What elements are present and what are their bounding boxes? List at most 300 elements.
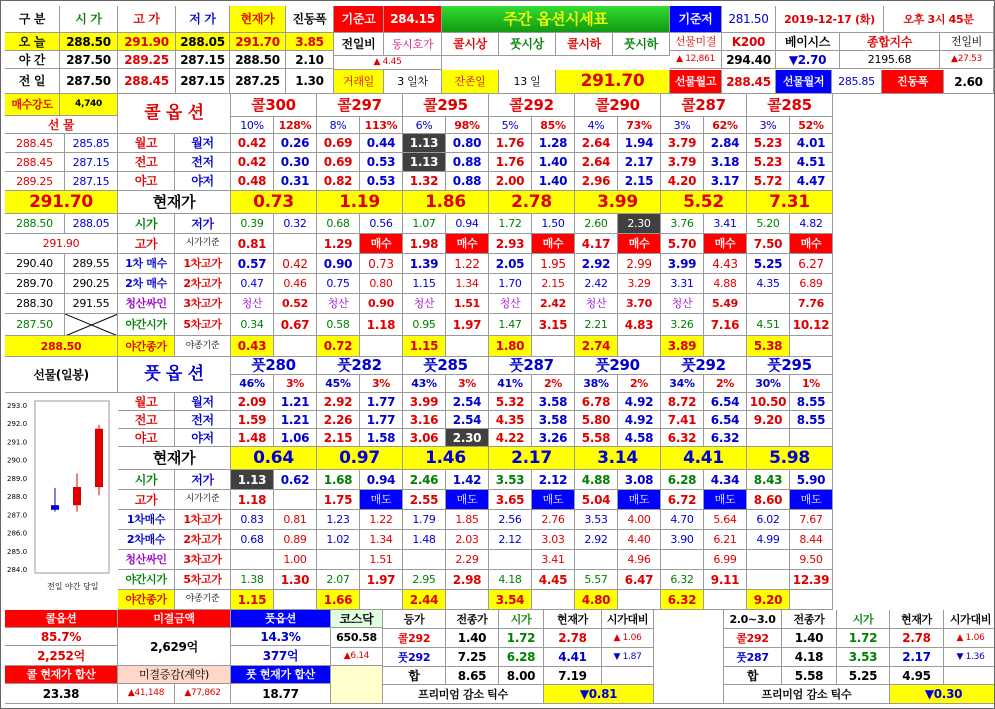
mini-r2-0: 풋287: [724, 648, 782, 667]
time: 오후 3시 45분: [884, 6, 994, 33]
put-option-label: 풋옵션: [231, 610, 331, 628]
unsettled-amount-value: 2,629억: [118, 628, 231, 666]
put-night-high: [747, 429, 790, 447]
put-sum-value: 18.77: [231, 684, 331, 704]
call-prev-high: 1.13: [403, 153, 446, 172]
premium-value: ▼0.30: [890, 685, 995, 704]
swing-value: 2.60: [944, 70, 994, 94]
put-strike-name: 풋282: [317, 357, 403, 375]
mini-r2-4: ▼ 1.36: [944, 648, 995, 667]
premium-label: 프리미엄 감소 틱수: [724, 685, 890, 704]
call-night-close: 0.43: [231, 336, 274, 357]
row-range: 3.85: [286, 33, 334, 51]
call-strike-pct1: 8%: [317, 117, 360, 134]
fut-high: 291.90: [5, 234, 118, 254]
call-current-price: 0.73: [231, 191, 317, 214]
call-upper-label: 콜시상: [442, 33, 499, 56]
put-strike-pct2: 3%: [274, 375, 317, 393]
call-option-pct: 85.7%: [5, 628, 118, 646]
mini-header-2: 시가: [837, 610, 890, 629]
call-month-high: 0.69: [317, 134, 360, 153]
call-current-label: 현재가: [118, 191, 231, 214]
row-high: 288.45: [118, 69, 176, 94]
k200-label: K200: [722, 33, 776, 51]
put-strike-pct1: 34%: [661, 375, 704, 393]
mini-r2-3: 4.41: [544, 648, 602, 667]
call-month-high: 5.23: [747, 134, 790, 153]
chart-ytick: 289.0: [7, 474, 28, 483]
put-night-open: [747, 570, 790, 590]
mini-r1-3: 2.78: [544, 629, 602, 648]
put-night-close-empty: [274, 590, 317, 610]
call-strike-pct2: 98%: [446, 117, 489, 134]
fut-buy2b: 290.25: [65, 274, 118, 294]
put-month-high: 3.99: [403, 393, 446, 411]
index-prev-value: ▲27.53: [940, 51, 994, 69]
call-night-low: 0.31: [274, 172, 317, 191]
crossed-cell: [65, 314, 118, 336]
put-night-close-empty: [618, 590, 661, 610]
put-row-label-a: 전고: [118, 411, 175, 429]
put-night-close: 6.32: [661, 590, 704, 610]
put-strike-pct2: 2%: [704, 375, 747, 393]
put-sum-label: 풋 현재가 합산: [231, 666, 331, 684]
put-clear-empty: [403, 550, 446, 570]
fut-buy1: 290.40: [5, 254, 65, 274]
put-month-high: 2.09: [231, 393, 274, 411]
row-high: 291.90: [118, 33, 176, 51]
put-current-price: 5.98: [747, 447, 833, 470]
call-tier3: 7.76: [790, 294, 833, 314]
put-strike-name: 풋287: [489, 357, 575, 375]
call-prev-high: 3.79: [661, 153, 704, 172]
call-tier5-label: 5차고가: [175, 314, 231, 336]
call-clear: 청산: [231, 294, 274, 314]
call-tier2: 0.46: [274, 274, 317, 294]
put-tier1: 4.00: [618, 510, 661, 530]
put-signal[interactable]: 매도: [360, 490, 403, 510]
call-night-open: 1.47: [489, 314, 532, 336]
put-high: 5.04: [575, 490, 618, 510]
put-tier5: 12.39: [790, 570, 833, 590]
mini-sum-3: 4.95: [890, 667, 944, 685]
call-night-open: 0.58: [317, 314, 360, 336]
call-option-label: 콜옵션: [5, 610, 118, 628]
call-month-low: 0.26: [274, 134, 317, 153]
mini-sum-1: 8.65: [446, 667, 499, 685]
call-prev-low: 3.18: [704, 153, 747, 172]
mini-r1-0: 콜292: [724, 629, 782, 648]
put-signal[interactable]: 매도: [532, 490, 575, 510]
put-prev-low: 3.58: [532, 411, 575, 429]
put-strike-pct1: 45%: [317, 375, 360, 393]
call-row-label-b: 야저: [175, 172, 231, 191]
header-0: 구 분: [5, 6, 60, 33]
mini-r2-0: 풋292: [383, 648, 446, 667]
chart-ytick: 284.0: [7, 566, 28, 574]
put-night-low: 1.06: [274, 429, 317, 447]
row-low: 287.15: [176, 51, 230, 69]
call-month-high: 1.13: [403, 134, 446, 153]
call-clear: 청산: [317, 294, 360, 314]
call-prev-low: 0.53: [360, 153, 403, 172]
call-strike-pct2: 128%: [274, 117, 317, 134]
put-row-label-a: 야고: [118, 429, 175, 447]
put-night-close-label: 야간종가: [118, 590, 175, 610]
base-high-value: 284.15: [384, 6, 442, 33]
put-open-label: 시가: [118, 470, 175, 490]
call-clear: 청산: [403, 294, 446, 314]
put-current-price: 0.97: [317, 447, 403, 470]
call-tier5: 1.97: [446, 314, 489, 336]
put-month-high: 5.32: [489, 393, 532, 411]
call-night-low: 2.15: [618, 172, 661, 191]
unsettled-change-1: ▲41,148: [118, 684, 175, 704]
call-tier3: 2.42: [532, 294, 575, 314]
call-buy2: 3.31: [661, 274, 704, 294]
mini-r2-1: 7.25: [446, 648, 499, 667]
put-night-open: 1.38: [231, 570, 274, 590]
call-night-close-empty: [790, 336, 833, 357]
call-night-high: 5.72: [747, 172, 790, 191]
call-prev-low: 4.51: [790, 153, 833, 172]
put-month-low: 8.55: [790, 393, 833, 411]
call-night-close: 1.80: [489, 336, 532, 357]
put-buy1: 0.83: [231, 510, 274, 530]
fut-clear-b: 291.55: [65, 294, 118, 314]
call-high: 0.81: [231, 234, 274, 254]
chart-ytick: 287.0: [7, 511, 28, 520]
call-high: 2.93: [489, 234, 532, 254]
put-option-amount: 377억: [231, 646, 331, 666]
call-row-label-a: 월고: [118, 134, 175, 153]
put-clear-empty: [489, 550, 532, 570]
put-signal[interactable]: [274, 490, 317, 510]
call-buy2: 1.15: [403, 274, 446, 294]
put-strike-name: 풋295: [747, 357, 833, 375]
call-signal[interactable]: 매수: [446, 234, 489, 254]
call-night-low: 4.47: [790, 172, 833, 191]
kosdaq-value: 650.58: [331, 628, 383, 648]
call-tier2: 3.29: [618, 274, 661, 294]
call-tier3: 0.52: [274, 294, 317, 314]
call-signal[interactable]: 매수: [532, 234, 575, 254]
fut-night-close: 288.50: [5, 336, 118, 357]
call-night-high: 1.32: [403, 172, 446, 191]
kosdaq-change: ▲6.14: [331, 648, 383, 666]
put-tier5: 1.97: [360, 570, 403, 590]
put-night-close-empty: [446, 590, 489, 610]
put-signal[interactable]: 매도: [790, 490, 833, 510]
prev-value: ▲ 4.45: [334, 56, 442, 70]
put-strike-pct2: 3%: [360, 375, 403, 393]
call-signal[interactable]: 매수: [360, 234, 403, 254]
buy-strength-value: 4,740: [60, 94, 118, 116]
call-tier3-label: 3차고가: [175, 294, 231, 314]
put-night-open-label: 야간시가: [118, 570, 175, 590]
mini-sum-0: 합: [724, 667, 782, 685]
mini-header-0: 등가: [383, 610, 446, 629]
chart-title: 선물(일봉): [5, 357, 118, 393]
chart-ytick: 285.0: [7, 547, 28, 556]
kosdaq-empty: [331, 666, 383, 704]
put-section-title: 풋 옵 션: [118, 357, 231, 393]
put-night-close: 1.15: [231, 590, 274, 610]
put-buy2-label: 2차매수: [118, 530, 175, 550]
call-night-high: 0.48: [231, 172, 274, 191]
put-prev-low: 1.77: [360, 411, 403, 429]
basis-label: 베이시스: [776, 33, 840, 51]
fut-buy1b: 289.55: [65, 254, 118, 274]
put-strike-name: 풋280: [231, 357, 317, 375]
call-low: 4.82: [790, 214, 833, 234]
call-night-open: 3.26: [661, 314, 704, 336]
call-strike-name: 콜297: [317, 94, 403, 117]
call-strike-name: 콜287: [661, 94, 747, 117]
call-current-price: 2.78: [489, 191, 575, 214]
put-buy2: 3.90: [661, 530, 704, 550]
row-label: 전 일: [5, 69, 60, 94]
call-strike-pct1: 10%: [231, 117, 274, 134]
call-buy2: 0.75: [317, 274, 360, 294]
put-month-low: 1.21: [274, 393, 317, 411]
put-strike-name: 풋292: [661, 357, 747, 375]
call-tier3: 1.51: [446, 294, 489, 314]
call-prev-high: 2.64: [575, 153, 618, 172]
put-row-label-b: 전저: [175, 411, 231, 429]
call-tier3: 5.49: [704, 294, 747, 314]
put-tier1: 2.76: [532, 510, 575, 530]
call-signal[interactable]: 매수: [790, 234, 833, 254]
put-tier1: 1.85: [446, 510, 489, 530]
call-tier1-label: 1차고가: [175, 254, 231, 274]
fut-month-low: 285.85: [65, 134, 118, 153]
put-night-close: 2.44: [403, 590, 446, 610]
call-low: 1.50: [532, 214, 575, 234]
call-low: 0.94: [446, 214, 489, 234]
mini-header-4: 시가대비: [602, 610, 654, 629]
call-night-close: 1.15: [403, 336, 446, 357]
put-night-close: 3.54: [489, 590, 532, 610]
fut-buy2: 289.70: [5, 274, 65, 294]
call-tier5: 3.15: [532, 314, 575, 336]
put-tier5-label: 5차고가: [175, 570, 231, 590]
put-night-low: 2.30: [446, 429, 489, 447]
call-low: 3.41: [704, 214, 747, 234]
put-current-price: 0.64: [231, 447, 317, 470]
mini-r1-1: 1.40: [446, 629, 499, 648]
prev-label: 전일비: [334, 33, 384, 56]
mini-r2-3: 2.17: [890, 648, 944, 667]
call-open: 1.72: [489, 214, 532, 234]
call-night-close-empty: [704, 336, 747, 357]
row-label: 야 간: [5, 51, 60, 69]
call-open: 1.07: [403, 214, 446, 234]
call-strike-name: 콜290: [575, 94, 661, 117]
put-signal[interactable]: 매도: [446, 490, 489, 510]
put-tier2: 8.44: [790, 530, 833, 550]
put-prev-high: 7.41: [661, 411, 704, 429]
remain-day-value: 13 일: [499, 70, 556, 94]
put-tier3: 9.50: [790, 550, 833, 570]
call-tier2-label: 2차고가: [175, 274, 231, 294]
futures-label: 선 물: [5, 116, 118, 134]
trade-day-label: 거래일: [334, 70, 384, 94]
mini-sum-3: 7.19: [544, 667, 602, 685]
call-row-label-b: 전저: [175, 153, 231, 172]
put-buy1: 4.70: [661, 510, 704, 530]
put-low: 2.12: [532, 470, 575, 490]
put-tier1: 1.22: [360, 510, 403, 530]
put-night-close-empty: [532, 590, 575, 610]
futures-unsettled-value: ▲ 12,861: [670, 51, 722, 69]
put-tier1-label: 1차고가: [175, 510, 231, 530]
call-buy2-label: 2차 매수: [118, 274, 175, 294]
put-open: 4.88: [575, 470, 618, 490]
put-buy2: 1.48: [403, 530, 446, 550]
call-signal[interactable]: 매수: [704, 234, 747, 254]
call-night-open: 4.51: [747, 314, 790, 336]
call-strike-pct1: 3%: [661, 117, 704, 134]
put-open: 3.53: [489, 470, 532, 490]
call-tier5: 1.18: [360, 314, 403, 336]
put-tier2: 3.03: [532, 530, 575, 550]
mini-sum-2: 5.25: [837, 667, 890, 685]
call-night-close-empty: [274, 336, 317, 357]
mini-header-2: 시가: [499, 610, 544, 629]
put-strike-pct2: 3%: [446, 375, 489, 393]
call-tier5: 4.83: [618, 314, 661, 336]
call-prev-high: 0.69: [317, 153, 360, 172]
call-strike-pct2: 85%: [532, 117, 575, 134]
put-current-price: 4.41: [661, 447, 747, 470]
chart-ytick: 286.0: [7, 529, 28, 538]
put-tier5: 2.98: [446, 570, 489, 590]
put-month-high: 2.92: [317, 393, 360, 411]
kosdaq-label: 코스닥: [331, 610, 383, 628]
call-tier2: 6.89: [790, 274, 833, 294]
call-night-close: 5.38: [747, 336, 790, 357]
call-night-open: 0.34: [231, 314, 274, 336]
put-row-label-b: 야저: [175, 429, 231, 447]
row-low: 288.05: [176, 33, 230, 51]
call-open: 3.76: [661, 214, 704, 234]
mini-r1-1: 1.40: [782, 629, 837, 648]
put-high: 2.55: [403, 490, 446, 510]
call-high: 1.98: [403, 234, 446, 254]
put-tier2: 4.40: [618, 530, 661, 550]
put-low: 0.94: [360, 470, 403, 490]
buy-strength-label: 매수강도: [5, 94, 60, 116]
call-night-close-empty: [532, 336, 575, 357]
unsettled-amount-label: 미결금액: [118, 610, 231, 628]
put-buy1: 1.23: [317, 510, 360, 530]
k200-value: 294.40: [722, 51, 776, 69]
put-tier5: 1.30: [274, 570, 317, 590]
put-signal[interactable]: 매도: [704, 490, 747, 510]
put-row-label-a: 월고: [118, 393, 175, 411]
put-tier2: 1.34: [360, 530, 403, 550]
call-night-open-label: 야간시가: [118, 314, 175, 336]
base-low-label: 기준저: [670, 6, 722, 33]
base-high-label: 기준고: [334, 6, 384, 33]
mini-sum-1: 5.58: [782, 667, 837, 685]
call-current-price: 1.19: [317, 191, 403, 214]
call-night-high: 0.82: [317, 172, 360, 191]
put-buy2: 2.92: [575, 530, 618, 550]
call-night-low: 3.17: [704, 172, 747, 191]
call-tier1: 1.95: [532, 254, 575, 274]
put-night-close: 9.20: [747, 590, 790, 610]
put-night-open: 6.32: [661, 570, 704, 590]
put-clear-label: 청산싸인: [118, 550, 175, 570]
call-low: 0.32: [274, 214, 317, 234]
put-tier3: 6.99: [704, 550, 747, 570]
mini-header-1: 전종가: [446, 610, 499, 629]
put-signal[interactable]: 매도: [618, 490, 661, 510]
put-tier5: 4.45: [532, 570, 575, 590]
put-tier2-label: 2차고가: [175, 530, 231, 550]
put-night-close-empty: [704, 590, 747, 610]
mini-r1-0: 콜292: [383, 629, 446, 648]
header-5: 진동폭: [286, 6, 334, 33]
put-night-high: 1.48: [231, 429, 274, 447]
put-month-low: 6.54: [704, 393, 747, 411]
call-strike-pct1: 3%: [747, 117, 790, 134]
call-low-label: 저가: [175, 214, 231, 234]
put-clear-empty: [575, 550, 618, 570]
mini-r1-4: ▲ 1.06: [944, 629, 995, 648]
call-buy2: 2.42: [575, 274, 618, 294]
put-tier1: 0.81: [274, 510, 317, 530]
put-high: 3.65: [489, 490, 532, 510]
call-prev-low: 0.88: [446, 153, 489, 172]
put-lower-label: 풋시하: [613, 33, 670, 56]
call-night-close-label: 야간종가: [118, 336, 175, 357]
call-prev-high: 5.23: [747, 153, 790, 172]
call-open: 2.60: [575, 214, 618, 234]
fut-night-low: 287.15: [65, 172, 118, 191]
put-night-high: 3.06: [403, 429, 446, 447]
call-tier1: 0.42: [274, 254, 317, 274]
put-prev-low: 1.21: [274, 411, 317, 429]
chart-ytick: 293.0: [7, 402, 28, 410]
mini-sum-empty: [944, 667, 995, 685]
fut-night-high: 289.25: [5, 172, 65, 191]
call-night-high: 4.20: [661, 172, 704, 191]
call-signal[interactable]: 매수: [618, 234, 661, 254]
call-signal[interactable]: [274, 234, 317, 254]
call-tier1: 6.27: [790, 254, 833, 274]
put-tier5: 9.11: [704, 570, 747, 590]
mini-sum-empty: [602, 667, 654, 685]
row-label: 오 늘: [5, 33, 60, 51]
call-high: 4.17: [575, 234, 618, 254]
call-tier2: 0.80: [360, 274, 403, 294]
premium-value: ▼0.81: [544, 685, 654, 704]
put-high-label: 고가: [118, 490, 175, 510]
call-clear: 청산: [661, 294, 704, 314]
put-open: 8.43: [747, 470, 790, 490]
call-prev-high: 0.42: [231, 153, 274, 172]
mini-r2-4: ▼ 1.87: [602, 648, 654, 667]
fut-low: 288.05: [65, 214, 118, 234]
put-low: 0.62: [274, 470, 317, 490]
put-buy1: 2.56: [489, 510, 532, 530]
put-buy2: 0.68: [231, 530, 274, 550]
put-prev-low: 4.92: [618, 411, 661, 429]
call-row-label-a: 전고: [118, 153, 175, 172]
